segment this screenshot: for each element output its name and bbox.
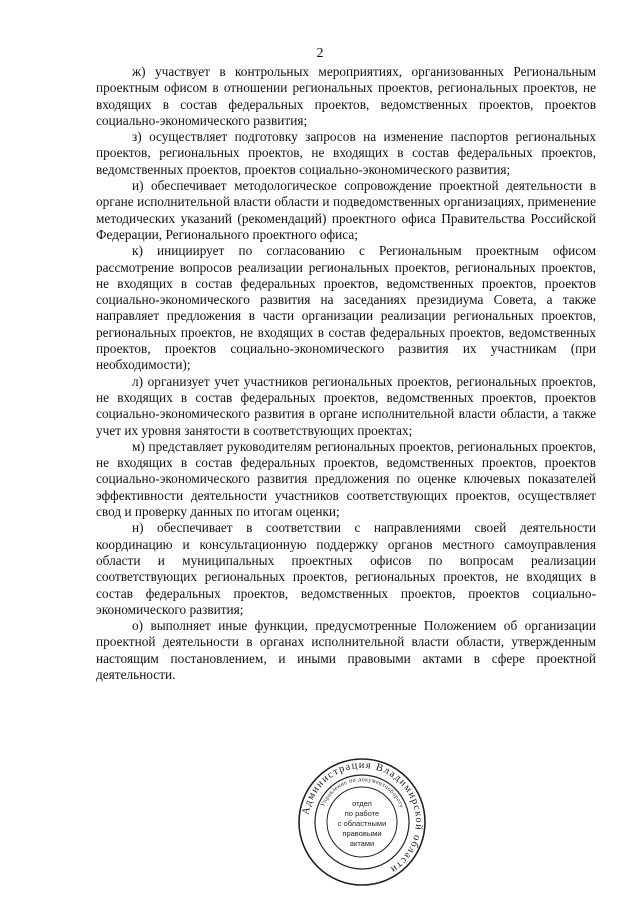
page-number: 2 (316, 46, 324, 61)
paragraph-i: и) обеспечивает методологическое сопровождение проектной деятельности в органе исполнительной власти области и подведомственных организациях, применение методических указаний (рекомендаций) проектного офиса Правительства Российской Федерации, Регионального проектного офиса; (96, 178, 596, 242)
official-stamp (296, 756, 428, 888)
stamp-center-line-4: правовыми (342, 829, 382, 838)
document-body (96, 64, 596, 683)
stamp-center-line-3: с областными (337, 819, 387, 828)
stamp-center-line-1: отдел (352, 799, 372, 808)
paragraph-l: л) организует учет участников региональных проектов, региональных проектов, не входящих в состав федеральных проектов, ведомственных проектов, проектов социально-экономического развития в органе исполнительной власти области, а также учет их уровня занятости в соответствующих проектах; (96, 373, 596, 438)
stamp-outer-text: Администрация Владимирской области (300, 759, 425, 876)
stamp-inner-ring-text: Управление по документообороту (320, 776, 405, 809)
paragraph-z: з) осуществляет подготовку запросов на изменение паспортов региональных проектов, региональных проектов, не входящих в состав федеральных проектов, ведомственных проектов, проектов социально-экономического развития; (96, 129, 596, 177)
paragraph-o: о) выполняет иные функции, предусмотренные Положением об организации проектной деятельности в органах исполнительной власти области, утвержденным настоящим постановлением, и иными правовыми актами в сфере проектной деятельности. (96, 618, 596, 682)
paragraph-m: м) представляет руководителям региональных проектов, региональных проектов, не входящих в состав федеральных проектов, ведомственных проектов, проектов социально-экономического развития предложения по оценке ключевых показателей эффективности деятельности участников соответствующих проектов, осуществляет свод и проверку данных по итогам оценки; (96, 438, 596, 520)
stamp-center-line-5: актами (349, 839, 375, 848)
paragraph-n: н) обеспечивает в соответствии с направлениями своей деятельности координацию и консультационную поддержку органов местного самоуправления области и муниципальных проектных офисов по вопросам реализации соответствующих региональных проектов, региональных проектов, не входящих в состав федеральных проектов, ведомственных проектов, проектов социально-экономического развития; (96, 520, 596, 617)
paragraph-k: к) инициирует по согласованию с Региональным проектным офисом рассмотрение вопросов реализации региональных проектов, региональных проектов, не входящих в состав федеральных проектов, ведомственных проектов, проектов социально-экономического развития на заседаниях президиума Совета, а также направляет предложения в части организации реализации региональных проектов, региональных проектов, не входящих в состав федеральных проектов, ведомственных проектов, проектов социально-экономического развития их участникам (при необходимости); (96, 243, 596, 373)
paragraph-zh: ж) участвует в контрольных мероприятиях, организованных Региональным проектным офисом в отношении региональных проектов, региональных проектов, не входящих в состав федеральных проектов, ведомственных проектов, проектов социально-экономического развития; (96, 64, 596, 128)
stamp-center-line-2: по работе (344, 809, 380, 818)
